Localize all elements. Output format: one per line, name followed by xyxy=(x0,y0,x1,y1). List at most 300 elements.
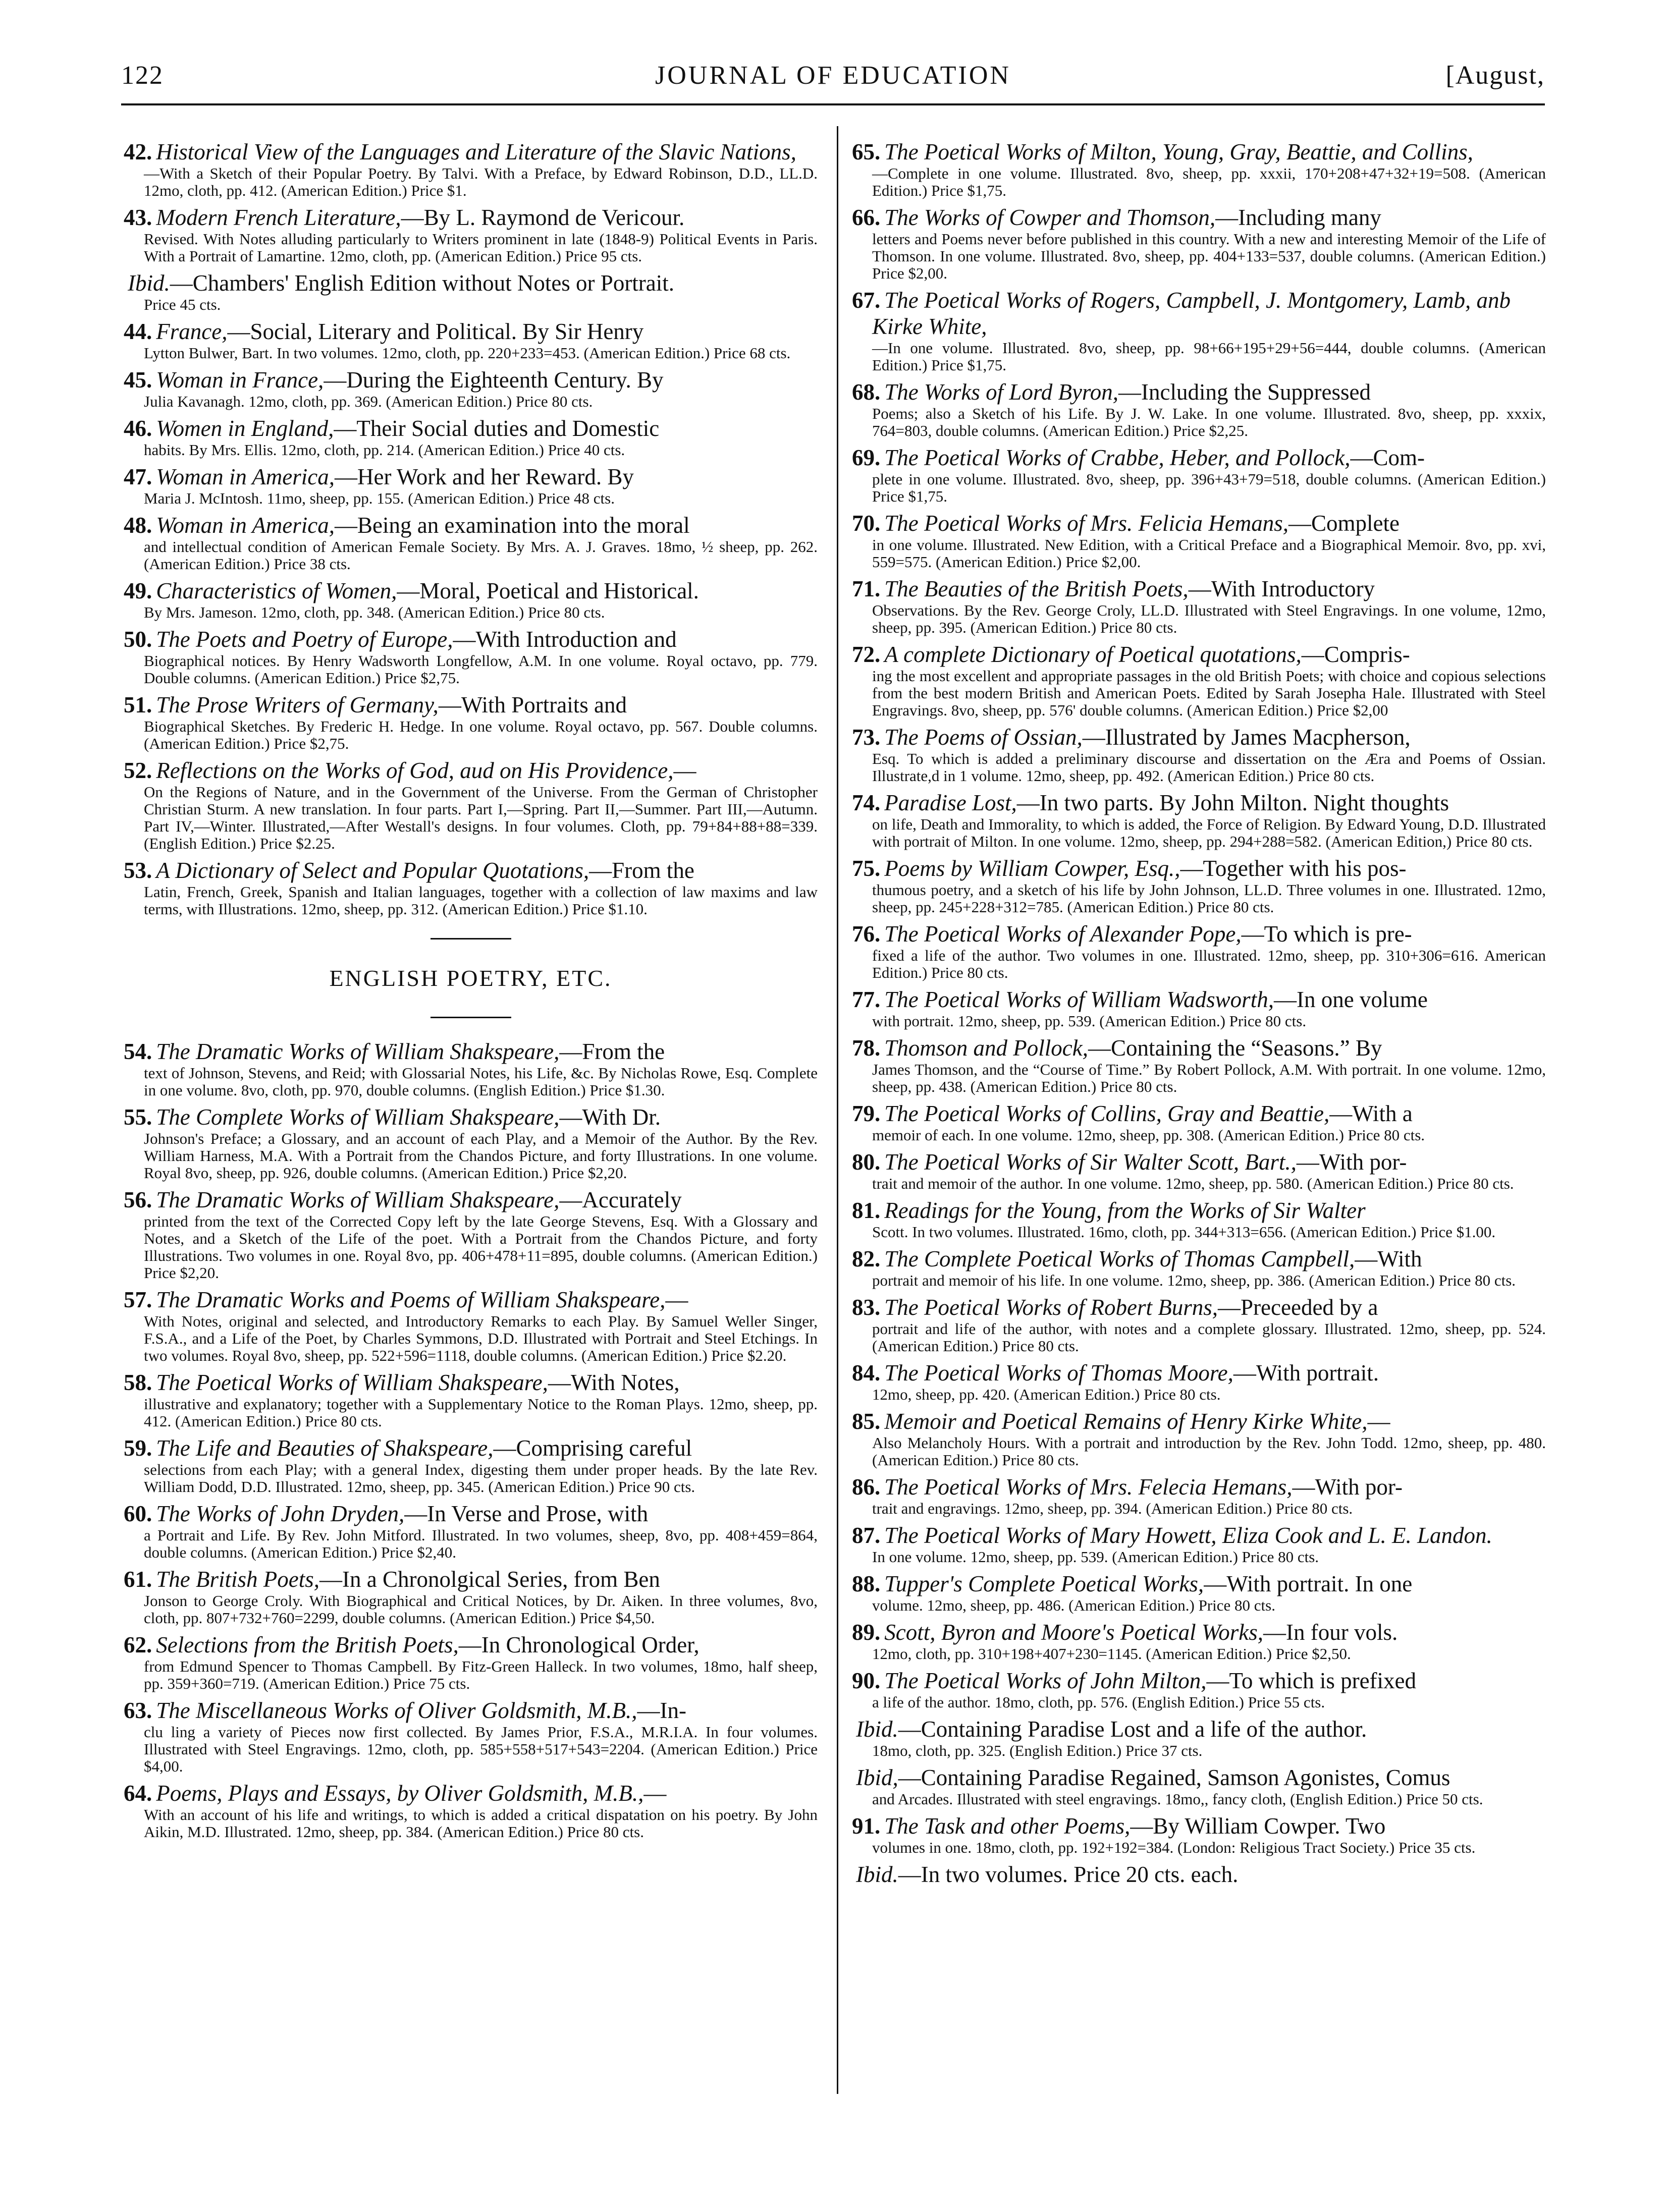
entry-lead xyxy=(852,1246,1546,1272)
catalog-entry xyxy=(124,1104,818,1182)
section-heading-block xyxy=(124,938,818,1018)
entry-description: On the Regions of Nature, and in the Government of the Universe. From the German of Christopher Christian Sturm. A new translation. In four parts. Part I,—Spring. Part II,—Summer. Part III,—Autumn. Part IV,—Winter. Illustrated,—After Westall's designs. In four volumes. Cloth, pp. 79+84+88+88=339. (English Edition.) Price $2.25. xyxy=(144,783,818,852)
entry-description: —Complete in one volume. Illustrated. 8vo, sheep, pp. xxxii, 170+208+47+32+19=508. (American Edition.) Price $1,75. xyxy=(872,164,1546,199)
catalog-entry xyxy=(124,204,818,265)
entry-lead xyxy=(124,1501,818,1527)
entry-title: Woman in America, xyxy=(156,513,335,538)
entry-title: Thomson and Pollock, xyxy=(884,1035,1088,1061)
entry-lead xyxy=(852,790,1546,816)
entry-number: 91. xyxy=(852,1813,881,1839)
entry-lead xyxy=(852,1294,1546,1320)
entry-description: Biographical Sketches. By Frederic H. Hedge. In one volume. Royal octavo, pp. 567. Double columns. (American Edition.) Price $2,75. xyxy=(144,717,818,752)
entry-lead xyxy=(124,270,818,296)
entry-number: 60. xyxy=(124,1501,152,1526)
column-divider xyxy=(837,126,838,2094)
entry-lead xyxy=(852,1571,1546,1597)
entry-number: 47. xyxy=(124,464,152,489)
entry-description: selections from each Play; with a general Index, digesting them under proper heads. By the late Rev. William Dodd, D.D. Illustrated. 12mo, sheep, pp. 345. (American Edition.) Price 90 cts. xyxy=(144,1461,818,1496)
entry-number: 61. xyxy=(124,1567,152,1592)
entry-number: 48. xyxy=(124,513,152,538)
entry-subtitle: —With xyxy=(1355,1246,1422,1271)
entry-subtitle: —Preceeded by a xyxy=(1218,1295,1378,1320)
running-month: [August, xyxy=(1445,61,1545,90)
entry-subtitle: —Accurately xyxy=(559,1187,682,1212)
entry-lead xyxy=(852,1716,1546,1742)
entry-subtitle: —Containing Paradise Lost and a life of the author. xyxy=(898,1717,1367,1742)
catalog-entry xyxy=(852,855,1546,916)
catalog-entry xyxy=(852,445,1546,505)
catalog-entry xyxy=(852,724,1546,785)
entry-lead xyxy=(852,287,1546,340)
entry-title: The Poetical Works of Mrs. Felicia Hemans, xyxy=(884,511,1288,536)
entry-number: 84. xyxy=(852,1360,881,1386)
entry-title: The Works of Cowper and Thomson, xyxy=(884,205,1216,230)
entry-title: Ibid. xyxy=(128,270,170,296)
entry-title: The Poetical Works of Mary Howett, Eliza Cook and L. E. Landon. xyxy=(884,1523,1492,1548)
entry-title: Paradise Lost, xyxy=(884,790,1017,815)
entry-description: ing the most excellent and appropriate passages in the old British Poets; with choice and copious selections from the best modern British and American Poets. Edited by Sarah Josepha Hale. Illustrated with Steel Engravings. 8vo, sheep, pp. 576' double columns. (American Edition.) Price $2,00 xyxy=(872,667,1546,719)
catalog-entry xyxy=(852,1571,1546,1614)
entry-lead xyxy=(852,921,1546,947)
catalog-entry xyxy=(852,576,1546,636)
entry-description: clu ling a variety of Pieces now first collected. By James Prior, F.S.A., M.R.I.A. In four volumes. Illustrated with Steel Engravings. 12mo, cloth, pp. 585+558+517+543=2204. (American Edition.) Price $4,00. xyxy=(144,1723,818,1775)
catalog-entry xyxy=(124,692,818,752)
catalog-entry xyxy=(124,1566,818,1627)
catalog-entry xyxy=(852,790,1546,850)
entry-subtitle: —With portrait. xyxy=(1233,1360,1379,1386)
entry-subtitle: —In Chronological Order, xyxy=(458,1632,700,1657)
entry-description: Latin, French, Greek, Spanish and Italian languages, together with a collection of law maxims and law terms, with Illustrations. 12mo, sheep, pp. 312. (American Edition.) Price $1.10. xyxy=(144,883,818,918)
left-column xyxy=(124,139,818,1846)
left-poetry-entries xyxy=(124,1038,818,1841)
entry-lead xyxy=(124,1287,818,1313)
catalog-entry xyxy=(124,367,818,410)
entry-description: volumes in one. 18mo, cloth, pp. 192+192=384. (London: Religious Tract Society.) Price 35 cts. xyxy=(872,1839,1476,1856)
entry-title: The Prose Writers of Germany, xyxy=(156,692,439,717)
entry-subtitle: —In Verse and Prose, with xyxy=(404,1501,649,1526)
entry-number: 69. xyxy=(852,445,881,470)
catalog-entry xyxy=(852,1035,1546,1095)
catalog-entry xyxy=(124,415,818,459)
entry-subtitle: —Comprising careful xyxy=(493,1435,692,1461)
entry-number: 52. xyxy=(124,758,152,783)
entry-number: 50. xyxy=(124,627,152,652)
entry-subtitle: —Social, Literary and Political. By Sir Henry xyxy=(227,319,644,344)
entry-lead xyxy=(852,445,1546,471)
entry-subtitle: —With Dr. xyxy=(559,1104,661,1130)
entry-number: 71. xyxy=(852,576,881,601)
entry-subtitle: —To which is pre- xyxy=(1241,921,1412,947)
catalog-entry xyxy=(852,287,1546,374)
entry-title: The Poetical Works of William Shakspeare, xyxy=(156,1370,548,1395)
entry-title: The Complete Poetical Works of Thomas Campbell, xyxy=(884,1246,1355,1271)
entry-title: Scott, Byron and Moore's Poetical Works, xyxy=(884,1620,1264,1645)
entry-title: Selections from the British Poets, xyxy=(156,1632,459,1657)
entry-title: The Works of Lord Byron, xyxy=(884,379,1119,405)
entry-lead xyxy=(852,724,1546,750)
entry-subtitle: —With por- xyxy=(1292,1474,1403,1500)
entry-number: 43. xyxy=(124,205,152,230)
entry-description: fixed a life of the author. Two volumes in one. Illustrated. 12mo, sheep, pp. 310+306=616. American Edition.) Price 80 cts. xyxy=(872,947,1546,981)
entry-description: trait and memoir of the author. In one volume. 12mo, sheep, pp. 580. (American Edition.) Price 80 cts. xyxy=(872,1175,1514,1192)
catalog-entry xyxy=(124,757,818,852)
entry-lead xyxy=(124,204,818,231)
entry-description: Poems; also a Sketch of his Life. By J. W. Lake. In one volume. Illustrated. 8vo, sheep, pp. xxxix, 764=803, double columns. (American Edition.) Price $2,25. xyxy=(872,405,1546,439)
entry-description: in one volume. Illustrated. New Edition, with a Critical Preface and a Biographical Memoir. 8vo, pp. xvi, 559=575. (American Edition.) Price $2,00. xyxy=(872,536,1546,571)
entry-subtitle: —Her Work and her Reward. By xyxy=(335,464,634,489)
entry-subtitle: — xyxy=(673,758,696,783)
right-entries xyxy=(852,139,1546,1888)
entry-subtitle: —Their Social duties and Domestic xyxy=(334,416,660,441)
entry-description: Lytton Bulwer, Bart. In two volumes. 12mo, cloth, pp. 220+233=453. (American Edition.) Price 68 cts. xyxy=(144,344,791,362)
entry-lead xyxy=(124,1697,818,1724)
entry-subtitle: —By William Cowper. Two xyxy=(1130,1813,1386,1839)
entry-number: 42. xyxy=(124,139,152,164)
entry-title: The Poetical Works of Collins, Gray and Beattie, xyxy=(884,1101,1330,1126)
entry-description: on life, Death and Immorality, to which is added, the Force of Religion. By Edward Young, D.D. Illustrated with portrait of Milton. In one volume. 12mo, sheep, pp. 294+288=582. (American Edition,) Price 80 cts. xyxy=(872,815,1546,850)
entry-description: illustrative and explanatory; together with a Supplementary Notice to the Roman Plays. 12mo, sheep, pp. 412. (American Edition.) Price 80 cts. xyxy=(144,1395,818,1430)
entry-lead xyxy=(124,857,818,883)
entry-lead xyxy=(124,464,818,490)
entry-subtitle: —By L. Raymond de Vericour. xyxy=(401,205,685,230)
catalog-entry xyxy=(852,1668,1546,1711)
entry-subtitle: —Containing Paradise Regained, Samson Agonistes, Comus xyxy=(898,1765,1450,1790)
entry-subtitle: —With portrait. In one xyxy=(1204,1571,1413,1596)
entry-subtitle: —With por- xyxy=(1296,1149,1407,1175)
catalog-entry xyxy=(852,204,1546,282)
entry-lead xyxy=(124,1780,818,1806)
entry-lead xyxy=(124,757,818,784)
entry-title: The Poems of Ossian, xyxy=(884,725,1083,750)
entry-description: Observations. By the Rev. George Croly, LL.D. Illustrated with Steel Engravings. In one volume, 12mo, sheep, pp. 395. (American Edition.) Price 80 cts. xyxy=(872,601,1546,636)
entry-number: 81. xyxy=(852,1198,881,1223)
entry-title: France, xyxy=(156,319,228,344)
entry-description: habits. By Mrs. Ellis. 12mo, cloth, pp. 214. (American Edition.) Price 40 cts. xyxy=(144,441,625,459)
entry-subtitle: —In two parts. By John Milton. Night thoughts xyxy=(1016,790,1449,815)
entry-lead xyxy=(852,1035,1546,1061)
entry-title: Characteristics of Women, xyxy=(156,578,397,603)
catalog-entry xyxy=(852,1619,1546,1663)
entry-subtitle: —Being an examination into the moral xyxy=(335,513,690,538)
entry-description: By Mrs. Jameson. 12mo, cloth, pp. 348. (American Edition.) Price 80 cts. xyxy=(144,603,605,621)
entry-lead xyxy=(124,626,818,652)
entry-lead xyxy=(852,641,1546,668)
entry-title: Ibid. xyxy=(856,1717,898,1742)
catalog-entry xyxy=(124,270,818,313)
entry-lead xyxy=(852,1100,1546,1127)
entry-lead xyxy=(852,379,1546,405)
entry-number: 78. xyxy=(852,1035,881,1061)
entry-lead xyxy=(852,855,1546,881)
entry-title: The Poetical Works of Milton, Young, Gray, Beattie, and Collins, xyxy=(884,139,1473,164)
catalog-entry xyxy=(124,1435,818,1496)
entry-description: memoir of each. In one volume. 12mo, sheep, pp. 308. (American Edition.) Price 80 cts. xyxy=(872,1126,1425,1144)
catalog-entry xyxy=(124,464,818,507)
left-entries xyxy=(124,139,818,918)
entry-description: 18mo, cloth, pp. 325. (English Edition.) Price 37 cts. xyxy=(872,1742,1203,1759)
entry-number: 49. xyxy=(124,578,152,603)
entry-title: The Poetical Works of William Wadsworth, xyxy=(884,987,1274,1012)
entry-number: 54. xyxy=(124,1039,152,1064)
entry-subtitle: — xyxy=(643,1781,667,1806)
entry-subtitle: —With Notes, xyxy=(548,1370,680,1395)
entry-description: Maria J. McIntosh. 11mo, sheep, pp. 155. (American Edition.) Price 48 cts. xyxy=(144,489,615,507)
entry-subtitle: —During the Eighteenth Century. By xyxy=(324,367,664,393)
entry-subtitle: —In one volume xyxy=(1273,987,1428,1012)
section-rule-bottom xyxy=(431,1017,511,1018)
entry-title: The Poetical Works of Sir Walter Scott, Bart., xyxy=(884,1149,1297,1175)
entry-number: 76. xyxy=(852,921,881,947)
header-rule xyxy=(121,103,1545,105)
catalog-entry xyxy=(124,1287,818,1364)
entry-number: 66. xyxy=(852,205,881,230)
catalog-entry xyxy=(124,1369,818,1430)
entry-title: The Poetical Works of Alexander Pope, xyxy=(884,921,1242,947)
catalog-entry xyxy=(852,1197,1546,1241)
entry-subtitle: —Together with his pos- xyxy=(1180,856,1407,881)
entry-title: Woman in France, xyxy=(156,367,324,393)
entry-number: 83. xyxy=(852,1295,881,1320)
entry-lead xyxy=(124,1632,818,1658)
entry-description: plete in one volume. Illustrated. 8vo, sheep, pp. 396+43+79=518, double columns. (American Edition.) Price $1,75. xyxy=(872,470,1546,505)
entry-title: The Poets and Poetry of Europe, xyxy=(156,627,453,652)
catalog-entry xyxy=(852,1360,1546,1403)
entry-title: Poems, Plays and Essays, by Oliver Goldsmith, M.B., xyxy=(156,1781,644,1806)
entry-lead xyxy=(124,1104,818,1130)
entry-description: 12mo, sheep, pp. 420. (American Edition.) Price 80 cts. xyxy=(872,1386,1221,1403)
entry-number: 72. xyxy=(852,642,881,667)
entry-number: 90. xyxy=(852,1668,881,1693)
catalog-entry xyxy=(124,318,818,362)
entry-title: The Poetical Works of John Milton, xyxy=(884,1668,1207,1693)
entry-number: 70. xyxy=(852,511,881,536)
entry-description: Revised. With Notes alluding particularly to Writers prominent in late (1848-9) Political Events in Paris. With a Portrait of Lamartine. 12mo, cloth, pp. (American Edition.) Price 95 cts. xyxy=(144,230,818,265)
entry-description: from Edmund Spencer to Thomas Campbell. By Fitz-Green Halleck. In two volumes, 18mo, half sheep, pp. 359+360=719. (American Edition.) Price 75 cts. xyxy=(144,1657,818,1692)
entry-subtitle: —Moral, Poetical and Historical. xyxy=(397,578,699,603)
entry-lead xyxy=(124,1369,818,1396)
entry-number: 80. xyxy=(852,1149,881,1175)
catalog-entry xyxy=(852,1149,1546,1192)
entry-description: printed from the text of the Corrected Copy left by the late George Stevens, Esq. With a Glossary and Notes, and a Sketch of the Life of the poet. With a Portrait from the Chandos Picture, and forty Illustrations. Two volumes in one. Royal 8vo, pp. 406+478+11=895, double columns. (American Edition.) Price $2,20. xyxy=(144,1212,818,1282)
catalog-entry xyxy=(124,139,818,199)
entry-lead xyxy=(852,1619,1546,1645)
entry-number: 89. xyxy=(852,1620,881,1645)
entry-number: 73. xyxy=(852,725,881,750)
entry-number: 79. xyxy=(852,1101,881,1126)
entry-description: In one volume. 12mo, sheep, pp. 539. (American Edition.) Price 80 cts. xyxy=(872,1548,1319,1566)
page-number: 122 xyxy=(121,61,164,90)
entry-lead xyxy=(124,692,818,718)
entry-description: and intellectual condition of American Female Society. By Mrs. A. J. Graves. 18mo, ½ sheep, pp. 262. (American Edition.) Price 38 cts. xyxy=(144,538,818,573)
entry-title: Historical View of the Languages and Literature of the Slavic Nations, xyxy=(156,139,796,164)
entry-subtitle: —In four vols. xyxy=(1263,1620,1398,1645)
entry-subtitle: —Complete xyxy=(1288,511,1400,536)
entry-title: Tupper's Complete Poetical Works, xyxy=(884,1571,1204,1596)
entry-description: Julia Kavanagh. 12mo, cloth, pp. 369. (American Edition.) Price 80 cts. xyxy=(144,393,593,410)
catalog-entry xyxy=(852,1813,1546,1856)
entry-lead xyxy=(124,367,818,393)
entry-title: The Dramatic Works and Poems of William Shakspeare, xyxy=(156,1287,666,1312)
entry-lead xyxy=(124,415,818,441)
entry-lead xyxy=(124,1187,818,1213)
entry-title: The Complete Works of William Shakspeare, xyxy=(156,1104,560,1130)
catalog-entry xyxy=(124,1697,818,1775)
entry-title: The Miscellaneous Works of Oliver Goldsmith, M.B., xyxy=(156,1698,637,1723)
entry-subtitle: —To which is prefixed xyxy=(1206,1668,1417,1693)
entry-lead xyxy=(124,512,818,538)
entry-number: 53. xyxy=(124,858,152,883)
entry-number: 88. xyxy=(852,1571,881,1596)
entry-subtitle: —In a Chronolgical Series, from Ben xyxy=(319,1567,660,1592)
catalog-entry xyxy=(852,1861,1546,1888)
entry-subtitle: —Chambers' English Edition without Notes or Portrait. xyxy=(170,270,675,296)
catalog-entry xyxy=(852,139,1546,199)
catalog-entry xyxy=(852,986,1546,1030)
entry-lead xyxy=(852,1522,1546,1549)
entry-number: 63. xyxy=(124,1698,152,1723)
entry-lead xyxy=(852,1474,1546,1500)
entry-title: The Poetical Works of Robert Burns, xyxy=(884,1295,1218,1320)
catalog-entry xyxy=(124,1038,818,1099)
catalog-entry xyxy=(852,1246,1546,1289)
section-heading: ENGLISH POETRY, ETC. xyxy=(329,965,612,991)
right-column xyxy=(852,139,1546,1893)
entry-lead xyxy=(124,578,818,604)
entry-subtitle: —In two volumes. Price 20 cts. each. xyxy=(898,1862,1239,1887)
entry-lead xyxy=(852,510,1546,536)
entry-title: The Poetical Works of Crabbe, Heber, and Pollock, xyxy=(884,445,1351,470)
entry-subtitle: —Com- xyxy=(1350,445,1425,470)
entry-title: Woman in America, xyxy=(156,464,335,489)
entry-description: 12mo, cloth, pp. 310+198+407+230=1145. (American Edition.) Price $2,50. xyxy=(872,1645,1351,1663)
entry-number: 77. xyxy=(852,987,881,1012)
entry-lead xyxy=(852,204,1546,231)
entry-title: The Dramatic Works of William Shakspeare, xyxy=(156,1039,560,1064)
catalog-entry xyxy=(124,1632,818,1692)
entry-title: Ibid, xyxy=(856,1765,898,1790)
entry-number: 82. xyxy=(852,1246,881,1271)
catalog-entry xyxy=(852,921,1546,981)
entry-number: 62. xyxy=(124,1632,152,1657)
entry-lead xyxy=(852,1668,1546,1694)
entry-description: volume. 12mo, sheep, pp. 486. (American Edition.) Price 80 cts. xyxy=(872,1596,1275,1614)
entry-description: Jonson to George Croly. With Biographical and Critical Notices, by Dr. Aiken. In three volumes, 8vo, cloth, pp. 807+732+760=2299, double columns. (American Edition.) Price $4,50. xyxy=(144,1592,818,1627)
entry-number: 56. xyxy=(124,1187,152,1212)
catalog-entry xyxy=(124,578,818,621)
catalog-entry xyxy=(852,1100,1546,1144)
catalog-entry xyxy=(852,379,1546,439)
entry-lead xyxy=(852,1861,1546,1888)
entry-title: The Poetical Works of Rogers, Campbell, J. Montgomery, Lamb, anb Kirke White, xyxy=(872,288,1511,339)
entry-number: 68. xyxy=(852,379,881,405)
entry-description: —With a Sketch of their Popular Poetry. By Talvi. With a Preface, by Edward Robinson, D.D., LL.D. 12mo, cloth, pp. 412. (American Edition.) Price $1. xyxy=(144,164,818,199)
entry-number: 64. xyxy=(124,1781,152,1806)
entry-description: With Notes, original and selected, and Introductory Remarks to each Play. By Samuel Weller Singer, F.S.A., and a Life of the Poet, by Charles Symmons, D.D. Illustrated with Portrait and Steel Etchings. In two volumes. Royal 8vo, sheep, pp. 522+596=1118, double columns. (American Edition.) Price $2.20. xyxy=(144,1312,818,1364)
entry-subtitle: —Including many xyxy=(1215,205,1381,230)
entry-lead xyxy=(124,139,818,165)
entry-number: 67. xyxy=(852,288,881,313)
catalog-entry xyxy=(852,1716,1546,1759)
entry-title: Women in England, xyxy=(156,416,334,441)
entry-title: The Beauties of the British Poets, xyxy=(884,576,1189,601)
entry-lead xyxy=(852,1408,1546,1434)
entry-title: Ibid. xyxy=(856,1862,898,1887)
entry-subtitle: —With Introductory xyxy=(1188,576,1375,601)
entry-subtitle: — xyxy=(665,1287,688,1312)
entry-description: Also Melancholy Hours. With a portrait and introduction by the Rev. John Todd. 12mo, sheep, pp. 480. (American Edition.) Price 80 cts. xyxy=(872,1434,1546,1469)
entry-lead xyxy=(852,1360,1546,1386)
entry-subtitle: —From the xyxy=(589,858,694,883)
entry-number: 55. xyxy=(124,1104,152,1130)
entry-number: 59. xyxy=(124,1435,152,1461)
entry-subtitle: — xyxy=(1367,1409,1390,1434)
entry-title: The British Poets, xyxy=(156,1567,319,1592)
entry-lead xyxy=(852,1197,1546,1224)
entry-number: 75. xyxy=(852,856,881,881)
entry-lead xyxy=(124,1435,818,1461)
entry-title: A complete Dictionary of Poetical quotations, xyxy=(884,642,1302,667)
entry-title: The Poetical Works of Thomas Moore, xyxy=(884,1360,1233,1386)
entry-description: Biographical notices. By Henry Wadsworth Longfellow, A.M. In one volume. Royal octavo, pp. 779. Double columns. (American Edition.) Price $2,75. xyxy=(144,652,818,687)
entry-title: The Life and Beauties of Shakspeare, xyxy=(156,1435,494,1461)
entry-number: 44. xyxy=(124,319,152,344)
entry-number: 74. xyxy=(852,790,881,815)
entry-number: 87. xyxy=(852,1523,881,1548)
entry-subtitle: —Containing the “Seasons.” By xyxy=(1088,1035,1382,1061)
page-header xyxy=(121,61,1545,101)
catalog-entry xyxy=(852,641,1546,719)
entry-number: 57. xyxy=(124,1287,152,1312)
catalog-entry xyxy=(852,1764,1546,1808)
catalog-entry xyxy=(852,1522,1546,1566)
catalog-entry xyxy=(852,510,1546,571)
catalog-entry xyxy=(124,1187,818,1282)
entry-description: Esq. To which is added a preliminary discourse and dissertation on the Æra and Poems of Ossian. Illustrate,d in 1 volume. 12mo, sheep, pp. 492. (American Edition.) Price 80 cts. xyxy=(872,750,1546,785)
catalog-entry xyxy=(124,1501,818,1561)
entry-subtitle: —Including the Suppressed xyxy=(1118,379,1371,405)
entry-description: —In one volume. Illustrated. 8vo, sheep, pp. 98+66+195+29+56=444, double columns. (American Edition.) Price $1,75. xyxy=(872,339,1546,374)
entry-subtitle: —With a xyxy=(1329,1101,1413,1126)
entry-subtitle: —With Portraits and xyxy=(438,692,627,717)
entry-description: thumous poetry, and a sketch of his life by John Johnson, LL.D. Three volumes in one. Illustrated. 12mo, sheep, pp. 245+228+312=785. (American Edition.) Price 80 cts. xyxy=(872,881,1546,916)
entry-number: 51. xyxy=(124,692,152,717)
entry-lead xyxy=(852,1764,1546,1791)
journal-title: JOURNAL OF EDUCATION xyxy=(655,61,1011,90)
entry-lead xyxy=(852,1149,1546,1175)
entry-lead xyxy=(124,318,818,345)
catalog-entry xyxy=(852,1408,1546,1469)
entry-subtitle: —From the xyxy=(559,1039,665,1064)
entry-number: 85. xyxy=(852,1409,881,1434)
entry-description: and Arcades. Illustrated with steel engravings. 18mo,, fancy cloth, (English Edition.) Price 50 cts. xyxy=(872,1790,1483,1808)
entry-subtitle: —In- xyxy=(637,1698,686,1723)
entry-description: a Portrait and Life. By Rev. John Mitford. Illustrated. In two volumes, sheep, 8vo, pp. 408+459=864, double columns. (American Edition.) Price $2,40. xyxy=(144,1526,818,1561)
entry-description: letters and Poems never before published in this country. With a new and interesting Memoir of the Life of Thomson. In one volume. Illustrated. 8vo, sheep, pp. 404+133=537, double columns. (American Edition.) Price $2,00. xyxy=(872,230,1546,282)
entry-lead xyxy=(852,986,1546,1013)
entry-title: The Poetical Works of Mrs. Felecia Hemans, xyxy=(884,1474,1293,1500)
entry-description: Scott. In two volumes. Illustrated. 16mo, cloth, pp. 344+313=656. (American Edition.) Price $1.00. xyxy=(872,1223,1496,1241)
entry-lead xyxy=(124,1038,818,1065)
entry-title: Reflections on the Works of God, aud on His Providence, xyxy=(156,758,674,783)
entry-lead xyxy=(852,139,1546,165)
entry-title: The Task and other Poems, xyxy=(884,1813,1131,1839)
catalog-entry xyxy=(852,1474,1546,1517)
entry-subtitle: —Compris- xyxy=(1301,642,1410,667)
entry-title: The Dramatic Works of William Shakspeare, xyxy=(156,1187,560,1212)
entry-description: James Thomson, and the “Course of Time.” By Robert Pollock, A.M. With portrait. In one volume. 12mo, sheep, pp. 438. (American Edition.) Price 80 cts. xyxy=(872,1061,1546,1095)
entry-description: With an account of his life and writings, to which is added a critical dispatation on his poetry. By John Aikin, M.D. Illustrated. 12mo, sheep, pp. 384. (American Edition.) Price 80 cts. xyxy=(144,1806,818,1841)
entry-title: Memoir and Poetical Remains of Henry Kirke White, xyxy=(884,1409,1368,1434)
